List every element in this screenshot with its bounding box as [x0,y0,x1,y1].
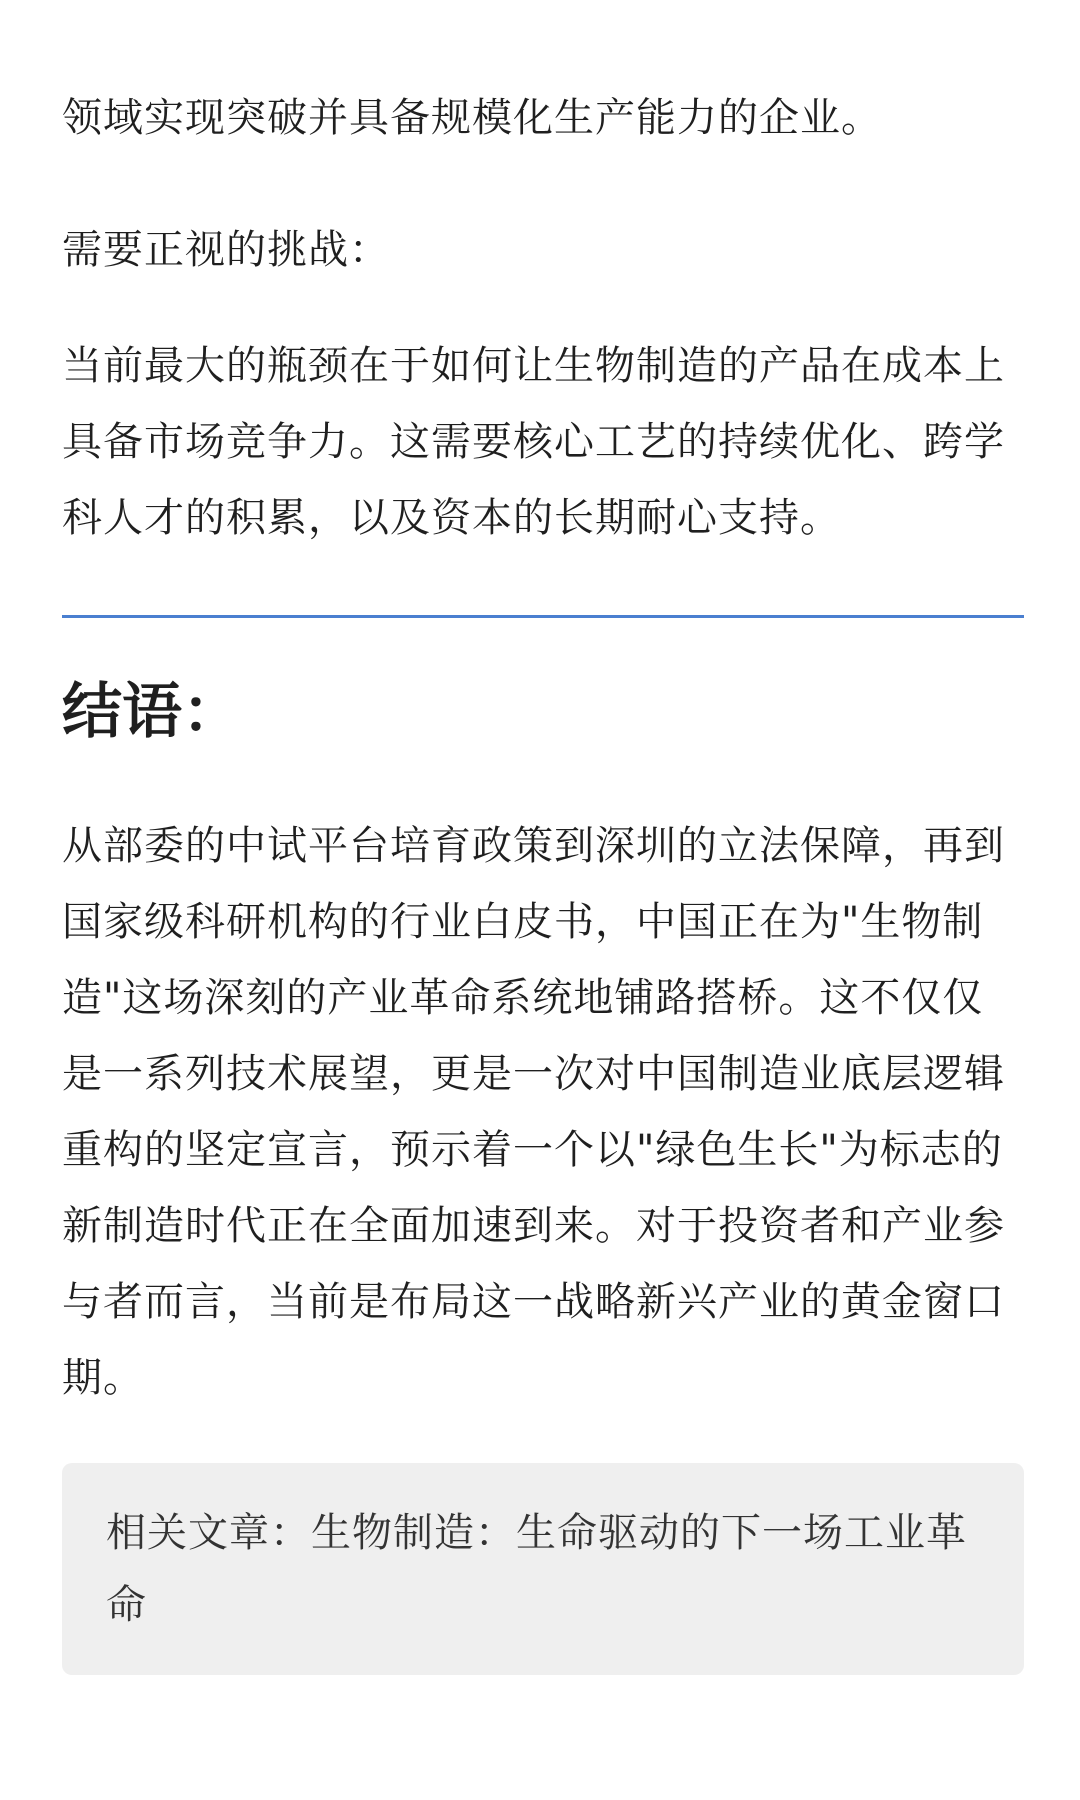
related-article-card[interactable] [62,1463,1024,1675]
bottleneck-paragraph: 当前最大的瓶颈在于如何让生物制造的产品在成本上具备市场竞争力。这需要核心工艺的持续优化、跨学科人才的积累，以及资本的长期耐心支持。 [62,343,1005,541]
section-divider [62,615,1024,618]
conclusion-heading: 结语： [62,677,242,747]
related-article-link[interactable]: 相关文章：生物制造：生命驱动的下一场工业革命 [106,1510,967,1628]
lead-paragraph: 领域实现突破并具备规模化生产能力的企业。 [62,95,882,141]
conclusion-paragraph: 从部委的中试平台培育政策到深圳的立法保障，再到国家级科研机构的行业白皮书，中国正在为"生物制造"这场深刻的产业革命系统地铺路搭桥。这不仅仅是一系列技术展望，更是一次对中国制造业底层逻辑重构的坚定宣言，预示着一个以"绿色生长"为标志的新制造时代正在全面加速到来。对于投资者和产业参与者而言，当前是布局这一战略新兴产业的黄金窗口期。 [62,823,1005,1401]
challenge-label: 需要正视的挑战： [62,227,390,273]
